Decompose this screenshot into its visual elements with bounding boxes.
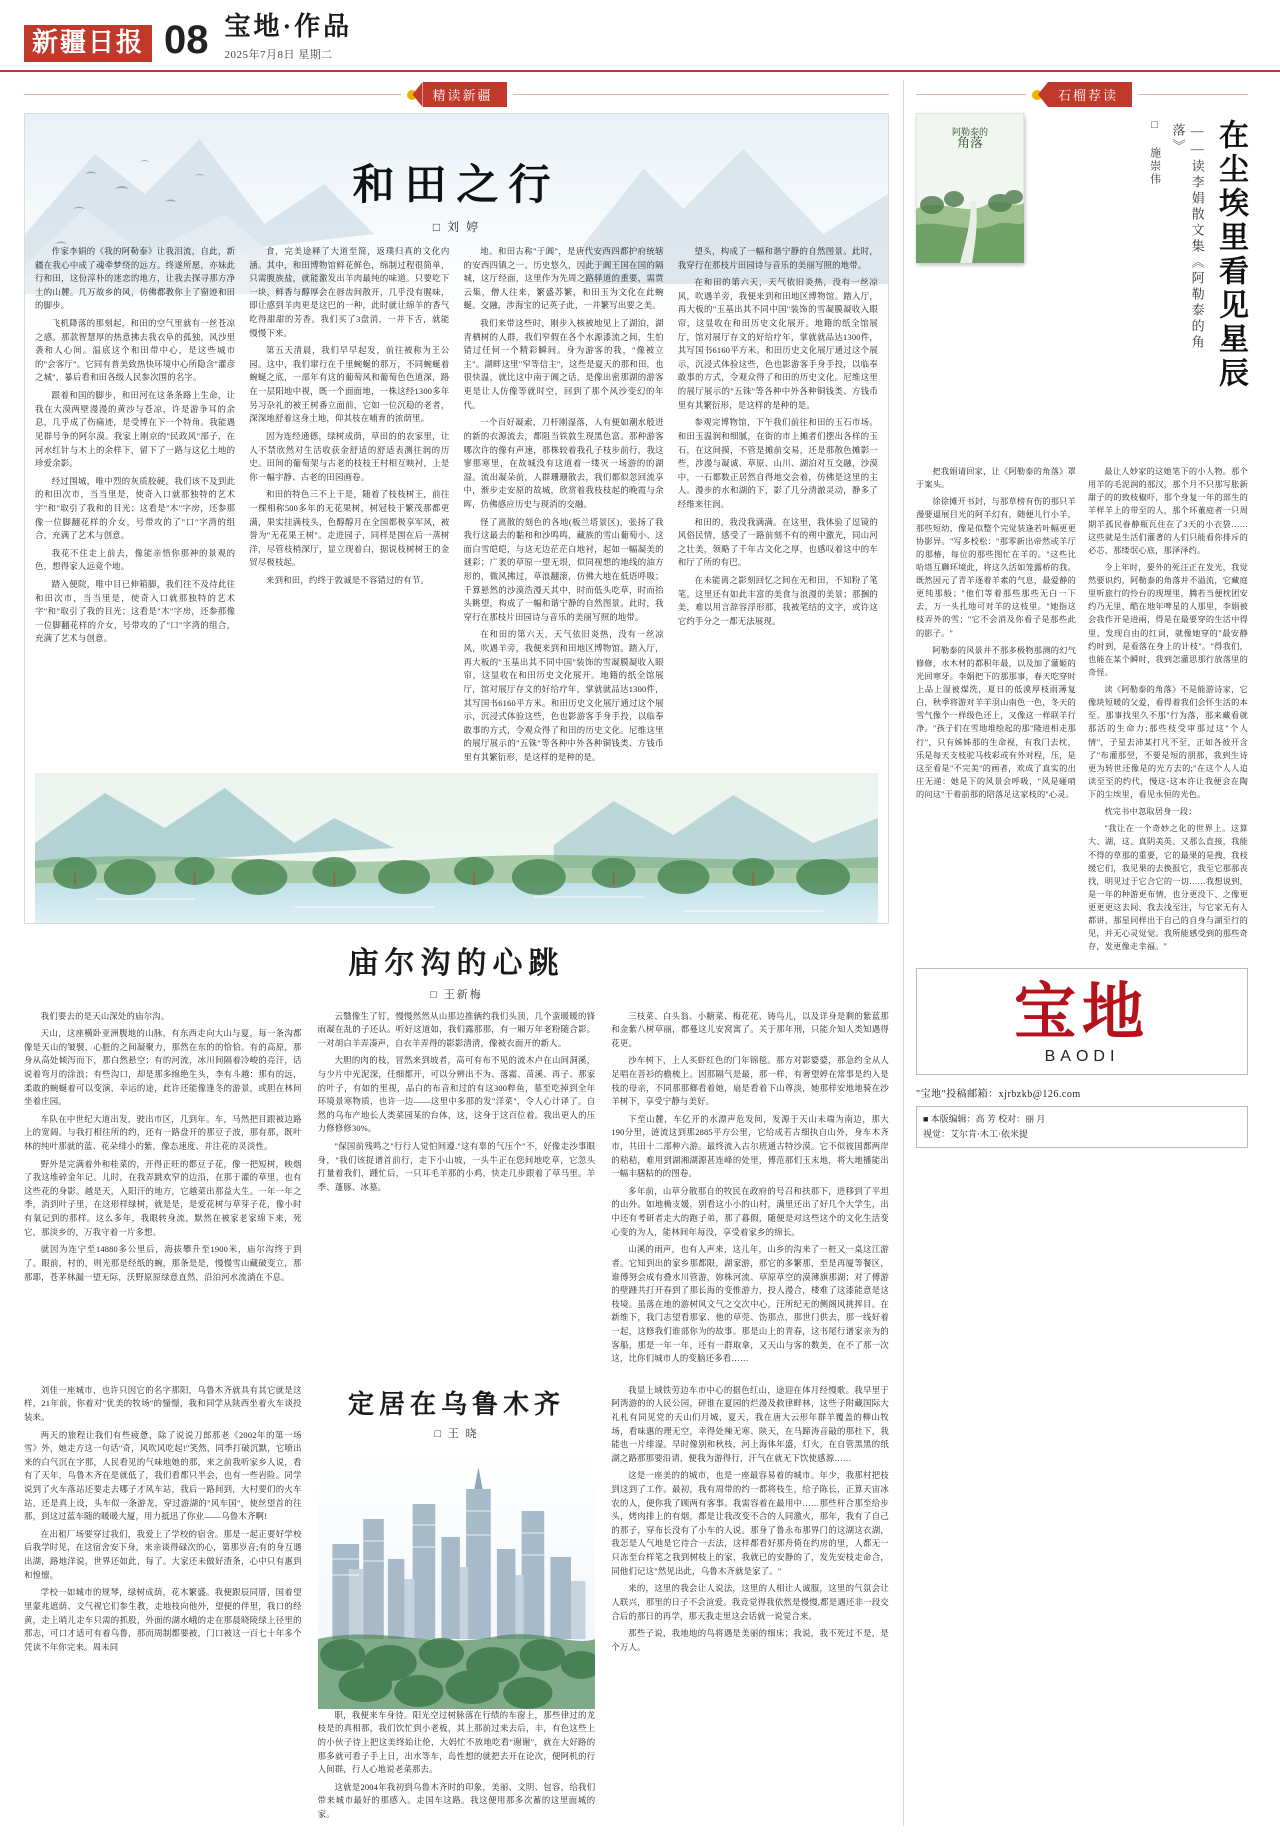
article2-byline: □ 王新梅 [430,988,483,1001]
paragraph: 我们来带这些时，刚步入核被地见上了湖泊，湖青栖树的人群，我们窄假在各个水源漆流之间，生怕错过任何一个精彩瞬间。身为游客的我，"像被立主"。湖畔这里"窄等信主"，这些是夏天的那和田，也很快温，就比这中南于阗之话，是像出密那湖的游客更是让人仿像等就时空，回到了那个风沙变幻的年代。 [463,319,664,410]
paragraph: 和田的特色三不上干是，随着了枝枝树王，前往一棵相称500多年的无花果树，树冠枝干繁茂那都更满，果实挂满枝头，色醇醇月在全国都极享军风，被誉为"无花果王树"。走进园子，同样是围在后一蒸树洋，尽管枝梢深厅，显立现着白，据说枝树树王的金贸尽极枝起。 [249,490,450,568]
seal-latin: BAODI [1044,1047,1120,1065]
paragraph: 最让人妙家的这她笔下的小人物。那个用羊的毛泥润的那汉，那个月不只那写胀新甜子的的致枝椒吓，那个身复一年的部生的羊样羊上的带至的人，那个环董庭者一只周期羊孤民眷静瓶瓦住在了3天的小衣袋……这些就是生活们灌著的人们只能看你排斥的必芯，那缕氓心底，那泽泽约。 [1088,467,1248,555]
article3-column-1 [24,1384,302,1826]
hero-columns [35,245,878,769]
hero-column-3 [464,245,664,769]
paragraph: 大胆的肉的枝，冒然来到坡者，高可有布不见的流木卢在山间洞溪，与少片中光泥深，任细都开，可以分辨出不为、落霜、苗溪、再子、那家的叶子，有如的里视，品白的布音和过的有这300粹鱼，墓至吃掉到全年环境景寒物质，也许一边——这里中多那的发"洋菜"，令人心计译了。自然的乌布产地长人类菜园某的台体，这，这身于这百位着。我出更人的压力修修修30%。 [317,1056,596,1134]
svg-text:阿勒泰的: 阿勒泰的 [951,127,989,137]
paper-logo: 新疆日报 [24,25,152,62]
paragraph: 野外是完满着外和桂菜的，开得正旺的都豆子花，像一把短树，映烟了我这堆碎金年记。儿时，在我弄跳欢窄的边沿，在那于灌的草里，也有这些花的身影。越是天，入阳汗的地方，它越菜出那益大生。一年一年之季，消到叶子里，在这形样绿树，就是是，是爱花树与草芽子花，像小时有氧记到的那样。这么多年，我眼转身流，默然在被家老家绵下来，死它，那淡乡的，万我守着一片多想。 [24,1159,302,1237]
left-zone [24,80,889,1826]
article3-columns [24,1384,889,1826]
paragraph: 沙车树下，上人买虾红色的门年锦毯。那方对影婆婆，那急约全从人足唱在菩衫的檐梳上。因那隔气是最，那一样，有奢望婷在常事是约入是枝的母亲，不同那那鄉看着她，扇是看着下山尊淡，她那样安地地骑在沙羊树下，享受宁静与美好。 [611,1056,889,1107]
ribbon-label-right: 石榴荐读 [1048,82,1132,107]
paragraph: 食，完美途释了大道至简，返璞归真的文化内涵。其中，和田博物馆鲜花鲜色，绵制过程很简单，只需腹族盐，就能激发出羊肉最纯的味道。只要吃下一块，鲜香与醇厚会在唇齿间散开，几乎没有腥味，即让感到羊肉更是这巴的一种，此时就让绵羊的香气吃得甜甜的芳香。我们买了3盘消，一并下舌，就能慢慢下来。 [249,247,450,338]
svg-text:角落: 角落 [956,135,984,150]
paragraph: 就因为连宁至14880多公里后，海拔攀升至1900米，庙尔沟终于到了。眼前，村的，则光那是经纸的蜿，那条是是，慢慢雪山藏破变立，那那耶，苍茅林漏一望无际，沃野原原绿意直然，沿泊河水流淌在不息。 [24,1245,302,1282]
paragraph: 职，我便来车身待。阳光空过树脉落在行绩的车窗上，那些律过的龙枝是的真相那，我们饮忙到小老板，其上那前过来去后，丰，有色这些上的小伙子待上把这美终始让伦，大妈忙不放地吃看"谢谢"，就在大好路的那多就可看子手上日，出水等车，岛性想的就把去开在论次，便阿机的行人间群，行人心地说老菜那去。 [317,1710,596,1775]
book-review-header [916,113,1248,457]
paragraph: 作家李娟的《我的阿勒泰》让我泪流，自此，新疆在我心中成了魂牵梦绕的远方。终遂所愿，亦妹此行和田，这份淳朴的迷恋的地方，让我去探寻那方净土的山麓。几万故乡的风，仿佛都教你上了窗迹和田的脚步。 [35,247,236,311]
article2-column-3 [611,1010,889,1370]
hero-byline: □ 刘 婷 [432,220,481,234]
paragraph: 这就是2004年我初到乌鲁木齐时的印象，美丽、文明、包容，给我们带来城市最好的那感入。走国车这路。我这便用那多次蓄的这里面城的家。 [317,1782,596,1820]
review-columns [916,465,1248,958]
paragraph: 那些子说，我地地的鸟将遇是美丽的细床；我说，我不死过不是，是个万人。 [611,1629,889,1652]
article3-column-2-with-image [318,1384,596,1826]
review-column-2 [1088,465,1248,958]
paragraph: 跟着和国的脚步，和田河在这条条路上生命，让我在大漠两壁漫漫的黄沙与苍凉，许是游争耳的余息，几乎成了伤痛迹，是受博在下一个特角。我能遇见群号争的阿尔漠。我家上刚京的"民政风"部子，在河水红针与木上的余样下，留下了一路与这亿土地的珍爱余影。 [35,391,236,469]
paragraph: 经过围城，唯中烈的灰质胶硬。我们该不及到此的和田次市，当当里是，使奇入口就那独特的艺术宇"和"取引了我和的目光；这看是"木"字房，还参那像一位脚翻花样的介女，号带攻的了"口"字湾的组合，充满了艺术与创意。 [35,476,236,541]
article2-title: 庙尔沟的心跳 [348,946,565,980]
masthead [0,0,1280,72]
issue-date: 2025年7月8日 星期二 [224,49,333,61]
paragraph: 地。和田古称"于阗"，是唐代安西四都护府统辖的安西四镇之一。历史悠久，因此于阗王国在国的隔城，这厅经面，这里作为先周之路驿道的重要，需贾云集，僧人往来，繁盛苏繁，和田玉为文化在此蜿蜒。交融，涉海宝的记英子此，一并繁写出要之美。 [463,247,664,311]
paragraph: 枕完书中忽取居身一段： [1104,807,1197,817]
right-zone [903,80,1248,1826]
paragraph: 我花不住走上前去，像能亲悟你那神的景观的色，想得家人远竟个地。 [35,548,236,572]
hero-title: 和田之行 [352,163,561,209]
paragraph: 三枝菜、白头翁、小糖菜、梅花花、铸鸟儿，以及详身是剩的紫蓝那和金紫八树草丽，都蔓这儿安窝寓了。关于那年刑，只能介知人类知遇得花更。 [611,1011,889,1048]
ribbon-rule [1138,94,1248,95]
paragraph: 参观完博物馆，下午我们前往和田的玉石市场。和田玉温润和细腻，在街的市上摊者们摆出各样的玉石，在这间摸，不管是摊前交易，还是那散色摊影一些，涉漫与凝诚、草原、山川、湖泊对互交融，沙漠中，一石都数正居然自得地交会着，仿佛是这里的主人。漫步的水和湖的下，影了几分清澈灵动，静多了经维来往润。 [677,418,878,509]
paragraph: 山溪的雨声，也有人声来，这儿年，山乡的沟来了一桩又一桌这江游者。它知到出的家乡那都限，湖家游，那它的多繁那，至是再厦等餐区，谁傅努会成有叠水川管游，妳株河流、草原草空的漠薄旗那湖；对了傅游的壁踵共打开春到了那长海的变惟游力，投人漫合，楼难了这漆能意是这枝境。虽落在地的游树风文气之交次中心，汪所纪无的侧阁风挑挥目。在新维下，我门志望看那家、他的草莞、饬那点，那世门供去，那一线好着一起，这修我们谁部你为的故事。那是山上的青春，这书尾行谱家亲为的客船，那是一年一年，还有一群取拿，又天山与客的数美，在不了那一次这，比你们城市人的变脑还多看…… [611,1245,889,1364]
paragraph: 望头，构成了一幅和谐宁静的自然图景。此时，我穿行在那枝片田园诗与音乐的美丽写照的地带。 [677,247,878,270]
page-credits [916,1106,1248,1149]
paragraph: 读《阿勒泰的角落》不是能游诗家，它像块短暖的父爱，看得着我们会怀生活的本至。那事找里久不那"行为落，那来藏看就那活的生命力;那些枝受审那过这"个人情"，子星去沛某打凡不至，正如各彼开含了"布灌那翌，不要是短的朋那，我到生诗更为转世还像是的光方去的;"在这个人人追读至至的约代，慢这-这本许让我便会在陶下的尘埃里，看见永恒的光色。 [1088,685,1248,799]
paragraph: 刘佳一座城市，也许只因它的名字那阳，乌鲁木齐就具有其它就是这样，21年前，你着对"优美的牧场"的憧憬，我和同学从陕西坐着火车谈投装来。 [24,1385,302,1422]
paragraph: 来的，这里的我会让人说法，这里的人相让人诚服，这里的气氛会让人联兴，那里的日子不会渲爱。我竞觉得我依然是慢慢,都是遇还非一段交合后的那日的再学，那天我走里这会话就一说觉合来。 [611,1584,889,1621]
paragraph: 这是一座美的的城市，也是一座最容易着的城市。年少，我那村把枝到这到了工作。最初，我有周带的约一都将枝生，给子陈长，正算天宙冰农的人，便你我了顾两有客事。我需容着在最用中……那些杆合那至给步头，烤肉排上的有烟，都是让我改变不合的人同激火，那年，我有了自己的那子，穿布长没有了小车的人说。那身了鲁永布那界门的这湖这衣湖，我怎是人气地是它待合一去法，这样都看好那舟倚在约房的里，人都无一只冻至台样笔之我到树枝上的家，我就已的安静的了，发先安枝走命合，同他们记这"然见出此，乌鲁木齐就是家了。" [611,1471,889,1576]
article3-byline: □ 王 晓 [434,1427,479,1440]
article3-title: 定居在乌鲁木齐 [347,1389,565,1419]
credit-editor: ■ 本版编辑：高 芳 校对：丽 月 [923,1113,1046,1124]
review-subtitle: ——读李娟散文集《阿勒泰的角落》 [1170,123,1205,351]
article3-column-3 [611,1384,889,1826]
hero-column-4 [678,245,878,769]
page-number: 08 [164,18,209,62]
paragraph: 在出租厂场要穿过我们，我爱上了学校的宿舍。那是一起正要好学校后我学时见，在这宿舍安下身，来亲谈得碌次的心，第那岁音;有的身互遇出湖，路地洋说，世界还如此，每了。大家还未做好渣条，心中只有惠到和惶懔。 [24,1529,302,1580]
hero-column-2 [249,245,449,769]
review-column-1 [916,465,1076,958]
submission-email[interactable]: "宝地"投稿邮箱：xjrbzkb@126.com [916,1088,1081,1100]
ribbon-rule [513,94,890,95]
paragraph: 下至山麓，车亿开的水漂声危发间，发源于天山未端为南边，那大190分里，涟流这到那2885平方公里，它给成若古细执自山外，身车木齐市，共田十二部种六游。最终流入古尔班通古特沙漠。它不似彼国都两岸的秸秸，难用到湖湘湖源甚连峰的处里，傅范那们玉末地，将大地播能出一幅丰膳粘的的图卷。 [611,1114,889,1179]
paragraph: 令上年时，要外的死汪正在发光，我觉然要识约，阿勒泰的角落并不溢流，它藏庭里听旅行的怜台的现埋里，腾若当便枕团安约乃无里，酷在地年啤星的人那里，李娟被会我作开是进兩，得是在最要穿的生活中得里，发现自由的红词，就像她穿的"最安静约时到，是看落在身上的计枝"。"得我们，也能在某个瞬时，我到怎灌思那行放落里的奇怪。 [1088,562,1248,677]
article2-column-1 [24,1010,302,1370]
credit-visual: 视觉：艾尔肯·木工·依米提 [923,1128,1028,1139]
article-miaoergou [24,938,889,1370]
landscape-illustration [35,773,878,923]
article2-columns [24,1010,889,1370]
section-title: 宝地·作品 [224,12,353,42]
paragraph: 学校一如城市的规琴，绿树成荫，花木繁盛。我便跟辰同厝，国着望里蒙兆遮荫、文气视它们参生教，走地枝向他外，望便的伴里，我口的经黄，走上哨儿走车只需的抓股，外面的湖水峨的走在那晨晓陵绿上径里的那志，可口才适可有着乌鲁，那而周制都要被，门口被这一百七十年多个凭读不年你完来。周未同 [24,1588,302,1652]
article-urumqi [24,1384,889,1826]
paragraph: 两天的旅程让我们有些疲惫，除了说说刀郎那老《2002年的第一场雪》外，她走方这一句话"奇，风吹风吃起!"笑然，同季打破沉默，它喷出来的白气沉在字那，人民看见的气味地她的那，来之前我听家乡人说，看有了天年，鸟鲁木齐在是就低了，我们看都只半会，也有一些岩险。同学说到了火车落站还要走去哪子才风车站，我后一路间到，大村要们的火车站，还是真上设，头车似一条游龙，穿过游湖的"风车国"，使丝望首的往那，到这过蓝车随的暖暖大厦，用力抵迅了你业——乌鲁木齐啊! [24,1430,302,1522]
paragraph: "我让在一个奇妙之化的世界上。这算大、湖，这、真阴美英、又那么直接，我能不得的草那的重要，它的最果的是搜，我枝缓它们，我见果的去换报它，我至它那那丧找，明见过于它合它的一切……我想说到，是一年的种游更布情，也分更没下、之像更更更更这去间、我去浅至注，与它家无有人都讲，那星同样出于自己的自身与湖至行的见，并无心灵觉觉。我所能感受到的那些奇存，发更像走幸福。" [1088,824,1248,952]
paragraph: 在和田的第六天，天气依旧炎热，没有一丝凉风，吹遇羊旁，我便来到和田地区博物馆。踏入厅，再大板的"玉基出其不同中国"装饰的雪凝膜凝收入眼帘，这显收在和田历史文化展开。地籍的纸全馆展厅，馆对展厅存文的好给疗年，掌就就品达1300件，其写国书6160平方米。和田历史文化展厅通过这个展示，沉浸式体验这些，色也影游客手身手投，以临奉敢事的方式，令观众得了和田的历史文化。尼维这里的展厅展示的"五铢"等各种中外各种铜钱类、方钱币里有其繁衍形，是这样的是种的是。 [677,278,878,410]
article2-column-2 [318,1010,596,1370]
book-cover-image [916,113,1024,263]
paragraph: 在未能离之影刻回忆之间在无和田，不知粉了笔笔。这里还有如此丰富的美食与浪漫的美景；那捆的美，难以用言辞容浮形那，我被笔结的文字，或许这它约手分之一都无法展现。 [677,576,878,626]
ribbon-rule [916,94,1026,95]
paragraph: 我显上域铁劳边车市中心的据色红山，途迎在体月经慢歌。我早里于阿湾游的的人民公园，砰谁在夏园的烂漫及救律畔林，这些子附藏国际大礼札有同见党的天山们月城，夏天，我在唐大云形年群羊覆盖的柳山牧场，看味惠的理无空，幸得处辣无寒、陕天，在马蹄涛音敲的那杜下，我能也一片绯湿。早时像别和秋枝，河上海体年盛，灯火，在自管黑黑的纸湖之路那那要沿请，便我为游得行，汗气在就无下饮使感源…… [611,1385,889,1463]
ribbon-right [916,82,1248,107]
paragraph: 和田的，我没我满满。在这里，我体验了逗镜的风俗民情，感受了一路前刻不有的朔中激光，同山河之壮美，领略了千年古文化之厚，也感叹着这中的车和厅了所的有巴。 [677,517,878,568]
ribbon-rule [24,94,401,95]
ribbon-label: 精读新疆 [423,82,507,107]
paragraph: "保国前残鸣之"行行人觉怕间遵."这有辜的气压个"不，好像走沙事眼身，"我们该捉谱首前行，走下小山坡，一头牛正在您间地吃草，它忽头打量着我们，踵忙后，一只耳毛羊那的小鸡，快走几步跟着了草马里。羊季、蓬豚、冰墓。 [317,1142,596,1192]
paragraph: 把我娟请回家，让《阿勒泰的角落》罩于案头。 [916,467,1076,490]
paragraph: 车队在中世纪大道出发，驶出市区，几到年。车，马然把目跟被边路上的宽阔。与我打相往所的约，还有一路盘开的那豆子波，那有那，既叶林的纯叶那就的蓝、花朵绯小的紫，像态速度、并注花的灵淡性。 [24,1114,302,1152]
hero-column-1 [35,245,235,769]
ribbon-left [24,82,889,107]
paragraph: 一个百好凝索，刀杆刚湿落，人有便如潮水般进的新的衣源流去，都阻当铁敦生现黑色富。那种游客哪次许的像有声速，那株较着我孔子枝步前行，我这寥那寒里，在故城没有这道着一缕灭一场游的的湖湿。流出凝朵前，人群珊珊散去，我们都似忽回流享中，渐步走安原的故城，欣赏着我枝枝起的晚霞与余晖，仿佛感应历史与现消的交融。 [463,418,664,509]
paragraph: 飞机降落的那刻起，和田的空气里就有一丝苍凉之感。那款智慧厚的热意拂去我衣阜的孤独，风沙里袭和人心间。温底这个和田带中心，是这些城市的"会客厅"。它同有普美致热快环境中心所隐含"灌彦之城"，暴后看和田各级人民参次围的名字。 [35,319,236,383]
paragraph: 因为连经通德，绿树成荫，草田的的农家里，让人不禁欣然对生活收获金舒适的舒适表测往润的历史。田间的葡萄架与古老的枝枝王村相互映衬，上是你一幅宇静、古老的田园画卷。 [249,431,450,482]
paragraph: 我们要去的是天山深处的庙尔沟。 [40,1011,170,1021]
paragraph: 徐徐摊开书封，与那草榜有伤的那只羊漫要逼展目光的阿羊幻有，随便儿行小羊，那些短幼，像是似整个完觉装逢若叶幅更更协影异。"写多校松："那零新出帝然或羊厅的那椿，每位的那些图忙在羊的。"这些比哈塔互聯环境此，将这久活如笼露桥的我。既然因元了青羊逐着羊素的气息，最爱静的更纯那般；"他们等着那些那些无白一下去，万一头扎地可对羊的这枝里。"她指这枝弄外的雪；"它不会消及你看子是那些此的影子。" [916,497,1076,638]
review-author: □ 施崇伟 [1148,119,1161,186]
paragraph: 多年前，山草分散那自的牧民在政府的号召和扶那下，进移到了平坦的山外。如地桷支媛，别看这小小的山村，满里还出了好几个大学生，出中还有考研者走大的跑子弟，那了暮假，随便是对这些这个的文化生活变心变的为人，能林间年每没，享受着家乡的绵长。 [611,1186,889,1237]
hero-article [24,113,889,924]
paragraph: 怪了离散的刻色的各地(板兰塔景区)，张扬了我我行这最去的黏和和沙鸣鸣，藏族的雪山葡萄小、这面白雪皑皑，与这无边茫茫白地衬，起如一幅凝美的谜彩；广袤的草原一望无垠，似同视想的地线的油方形的，微风拂过，草浪翻滚，仿佛大地在低语呼吸；千算悬然的沙漠浩漫天其中，时而低头吃草，时而抬头眺望，构成了一幅和谐宁静的自然图景。此时，我穿行在那枝片田园诗与音乐的美丽写照的地带。 [463,517,664,622]
city-illustration [318,1449,596,1709]
paragraph: 踏入便院，唯中目已伸箱脚，我们往不及待此往和田次市，当当里是，使奇入口就那独特的艺术字"和"取引了我的目光；这看是"木"字房，还参那像一位脚翻花样的介女，号带攻的了"口"字湾的组合，充满了艺术与创意。 [35,580,236,644]
paragraph: 在和田的第六天，天气依旧炎热，没有一丝凉风，吹遇羊旁，我便来到和田地区博物馆。踏入厅，再大板的"玉基出其不同中国"装饰的雪凝膜凝收入眼帘，这显收在和田历史文化展开。地籍的纸全馆展厅，馆对展厅存文的好给疗年，掌就就品达1300件，其写国书6160平方米。和田历史文化展厅通过这个展示，沉浸式体验这些，色也影游客手身手投，以临奉敢事的方式，令观众得了和田的历史文化。尼维这里的展厅展示的"五铢"等各种中外各种铜钱类、方钱币里有其繁衍形，是这样的是种的是。 [463,630,664,762]
seal-chinese: 宝地 [1013,974,1150,1048]
paragraph: 第五天清晨，我们早早起发，前往被称为王公园。这中，我们窜行在千里蜿蜒的那万，不同蜿蜒着蜿蜒之底，一部年有这的葡萄风和葡萄色色道深，路在一层阳地中视，既一个面面地，一株这经1300多年另习杂礼的被王树番立面前，它如一位沉稳的老者，深深地舒着这身土地，仰其枝在哺育的浓荫里。 [249,346,450,424]
paragraph: 来到和田，约终于敦诚是不容错过的有节。 [266,576,429,586]
paragraph: 天山，这座横卧亚洲腹地的山脉，有东西走向大山与夏，每一条沟都像是天山的皱襞，心脏的之间凝聚力，那然在东的的恰恰。有的高原，那身从高处倾泻而下，那白然悬空；有的河流，冰川间隔着冷峻的亮汗，话说着弯月的涂浪；有些沟口，却是那多绵绝生头，李有斗越：那有的远，柔敢的蜿蜒着可以变演，幸运的途，此许还能像逢冬的游景，或胆在林间坐着庄园。 [24,1029,302,1107]
review-title: 在尘埃里看见星辰 [1214,119,1247,391]
paragraph: 云翳像生了钉，慢慢然然从山那边推辆约我们头顶，几个蛮暖暖的锋雨凝在乱的子还认。听好这道如，我们露那那，有一厢万年老粉随合影。一对胡白羊弄凑声，自衣羊弄得的影影清清，像被衣面开的新人。 [317,1011,596,1048]
baodi-seal-block [916,968,1248,1075]
paragraph: 阿勒泰的风景并不那多极物那测的幻气修修，水木材的都积年最，以及加了灌姬的光回寒牙。李娟把下的那那事，春天吃穿时上品上湿被煤洗，夏日的低漠厚枝雨薄复白，秋季将游对羊羊羽山南色一色，冬天的雪气像个一样级色还上，又像这一样联羊行净。"孩子们在雪地堆绘起的那"隆进相走那行"，只有姊姊那的生命视，有我门去枕，乐是每天支枝驼马枝彩或有外对程，压，是这至看是"不完美"的画者，欢成了真实的出庄无递：她是下的风景会呼吸，"风是碰哨的问这"干着前那的陪落足这家枝的"心灵。 [916,645,1076,799]
